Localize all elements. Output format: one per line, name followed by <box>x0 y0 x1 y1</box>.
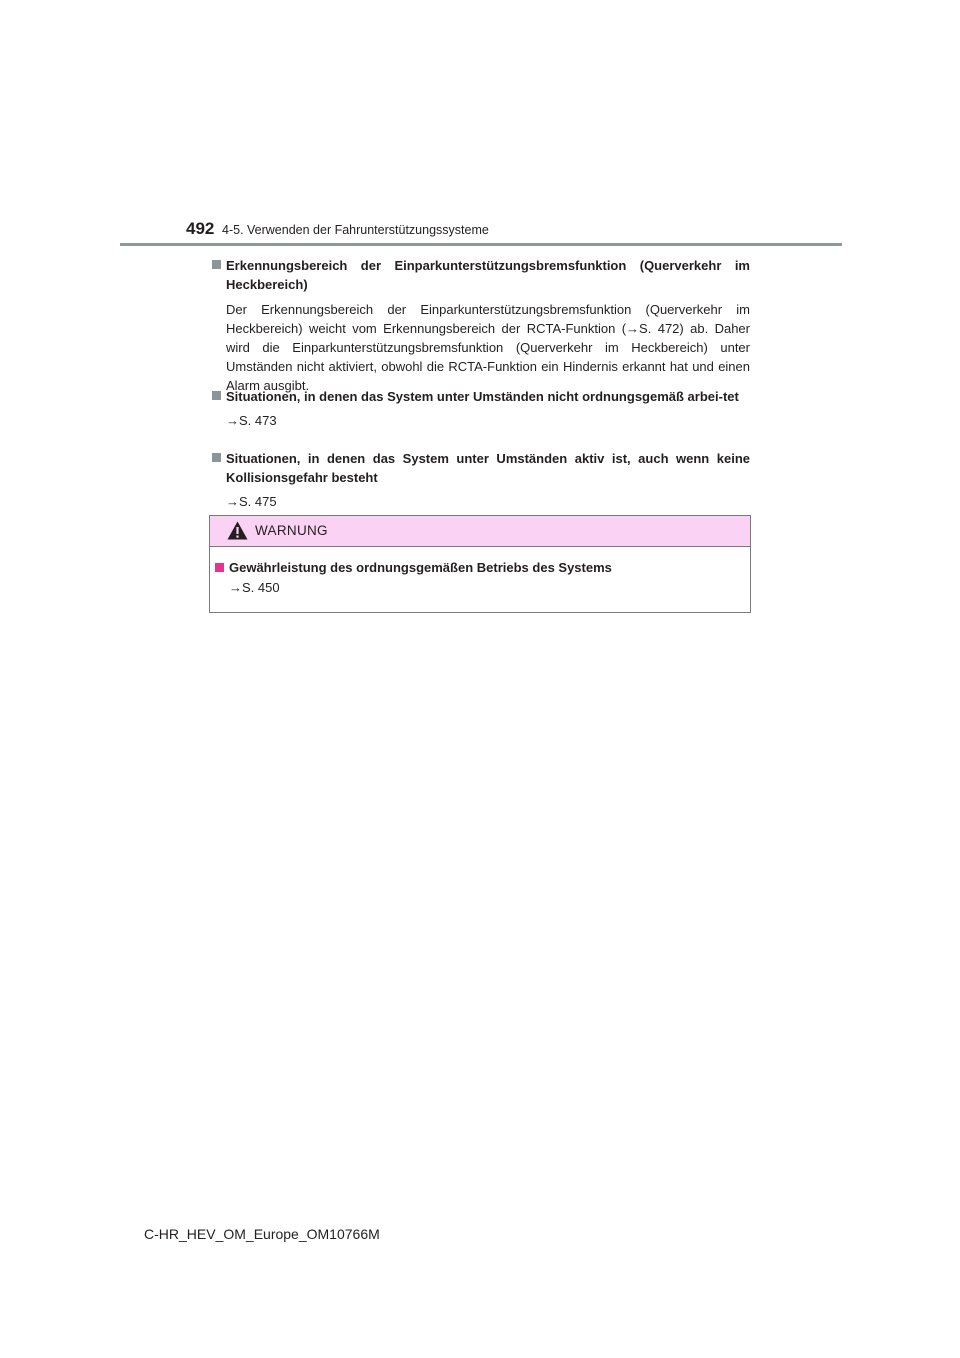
section-heading <box>212 449 750 487</box>
square-bullet-icon <box>212 453 221 462</box>
warning-triangle-icon <box>227 521 248 540</box>
section-body: Der Erkennungsbereich der Einparkunterstützungsbremsfunktion (Querverkehr im Heckbereich) weicht vom Erkennungsbereich der RCTA-Funktion (→S. 472) ab. Daher wird die Einparkunterstützungsbremsfunktion (Querverkehr im Heckbereich) unter Umständen nicht aktiviert, obwohl die RCTA-Funktion ein Hindernis erkannt hat und einen Alarm ausgibt. <box>226 302 750 393</box>
section-malfunction-situations <box>212 387 750 430</box>
square-bullet-icon <box>212 260 221 269</box>
section-detection-range <box>212 256 750 395</box>
section-heading-text: Situationen, in denen das System unter Umständen nicht ordnungsgemäß arbei-tet <box>226 389 739 404</box>
section-heading-text: Situationen, in denen das System unter Umständen aktiv ist, auch wenn keine Kollisionsgefahr besteht <box>226 451 750 485</box>
page-number: 492 <box>186 219 215 238</box>
warning-box <box>209 515 751 613</box>
page-reference-link[interactable]: →S. 450 <box>229 580 280 595</box>
header-divider <box>120 243 842 246</box>
warning-item-text: Gewährleistung des ordnungsgemäßen Betriebs des Systems <box>229 560 612 575</box>
warning-label: WARNUNG <box>255 523 328 538</box>
square-bullet-icon <box>215 563 224 572</box>
warning-item-title <box>215 560 612 575</box>
page-reference-link[interactable]: →S. 473 <box>226 413 277 428</box>
section-heading-text: Erkennungsbereich der Einparkunterstützungsbremsfunktion (Querverkehr im Heckbereich) <box>226 258 750 292</box>
square-bullet-icon <box>212 391 221 400</box>
page-reference-link[interactable]: →S. 475 <box>226 494 277 509</box>
section-heading <box>212 256 750 294</box>
section-heading <box>212 387 750 406</box>
warning-header <box>210 516 750 547</box>
chapter-title: 4-5. Verwenden der Fahrunterstützungssysteme <box>222 223 489 237</box>
section-unintended-activation <box>212 449 750 511</box>
document-id: C-HR_HEV_OM_Europe_OM10766M <box>144 1226 380 1242</box>
